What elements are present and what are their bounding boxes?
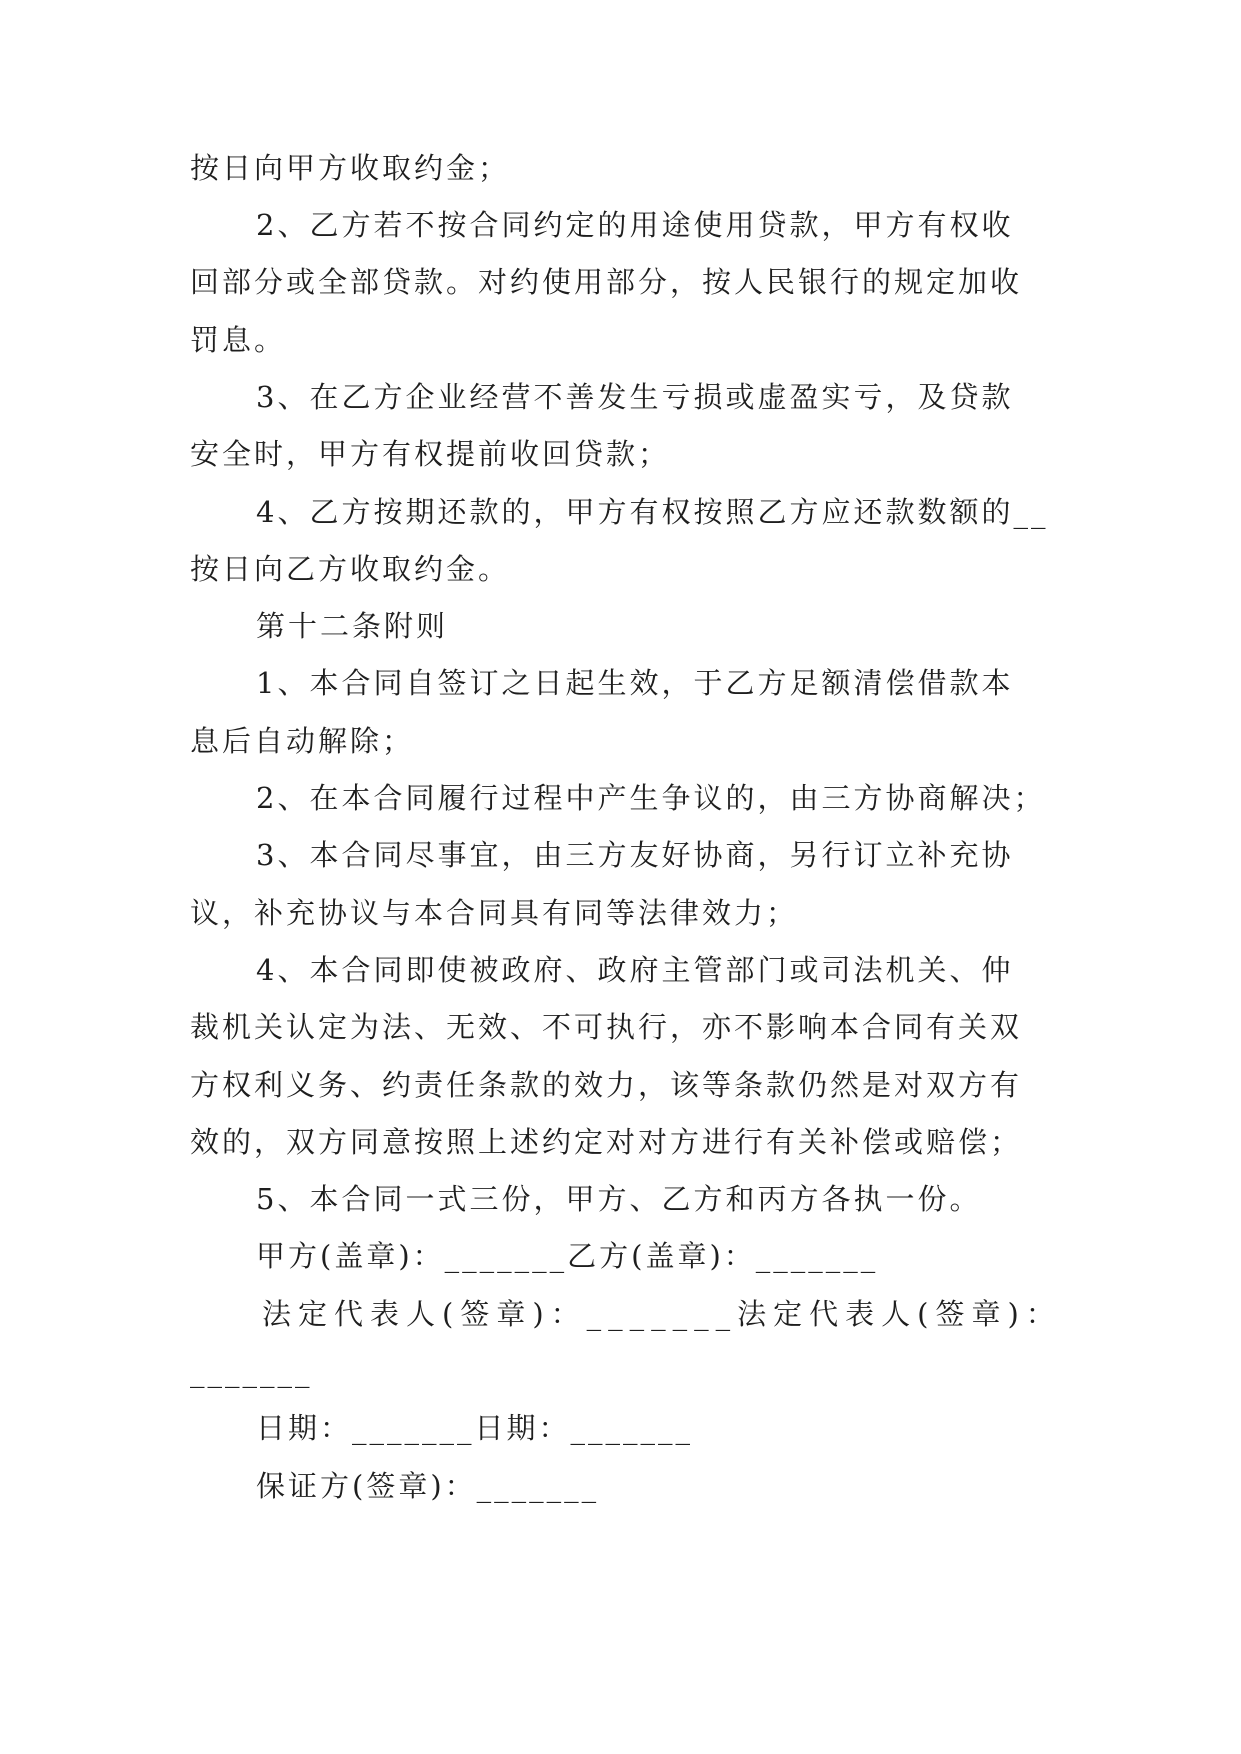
- text-line: 按日向甲方收取约金；: [190, 151, 511, 185]
- guarantor-line: 保证方(签章)：_______: [256, 1469, 600, 1503]
- text-line: 3、在乙方企业经营不善发生亏损或虚盈实亏，及贷款: [256, 380, 1014, 414]
- text-line: 息后自动解除；: [190, 724, 415, 758]
- section-heading: 第十二条附则: [256, 609, 449, 643]
- text-line: 回部分或全部贷款。对约使用部分，按人民银行的规定加收: [190, 265, 1023, 299]
- text-line: 方权利义务、约责任条款的效力，该等条款仍然是对双方有: [190, 1068, 1023, 1102]
- text-line: 4、乙方按期还款的，甲方有权按照乙方应还款数额的__: [256, 495, 1049, 529]
- text-line: 安全时，甲方有权提前收回贷款；: [190, 437, 671, 471]
- signature-line: 甲方(盖章)：_______乙方(盖章)：_______: [256, 1239, 879, 1273]
- text-line: 按日向乙方收取约金。: [190, 552, 511, 586]
- text-line: 5、本合同一式三份，甲方、乙方和丙方各执一份。: [256, 1182, 982, 1216]
- text-line: 罚息。: [190, 323, 287, 357]
- text-line: 议，补充协议与本合同具有同等法律效力；: [190, 896, 799, 930]
- signature-line: 法定代表人(签章)：_______法定代表人(签章)：: [262, 1297, 1062, 1331]
- signature-blank: _______: [190, 1354, 313, 1388]
- text-line: 2、在本合同履行过程中产生争议的，由三方协商解决；: [256, 781, 1046, 815]
- text-line: 3、本合同尽事宜，由三方友好协商，另行订立补充协: [256, 838, 1014, 872]
- text-line: 2、乙方若不按合同约定的用途使用贷款，甲方有权收: [256, 208, 1014, 242]
- text-line: 裁机关认定为法、无效、不可执行，亦不影响本合同有关双: [190, 1010, 1023, 1044]
- text-line: 效的，双方同意按照上述约定对对方进行有关补偿或赔偿；: [190, 1125, 1023, 1159]
- date-line: 日期：_______日期：_______: [256, 1411, 694, 1445]
- text-line: 1、本合同自签订之日起生效，于乙方足额清偿借款本: [256, 666, 1014, 700]
- text-line: 4、本合同即使被政府、政府主管部门或司法机关、仲: [256, 953, 1014, 987]
